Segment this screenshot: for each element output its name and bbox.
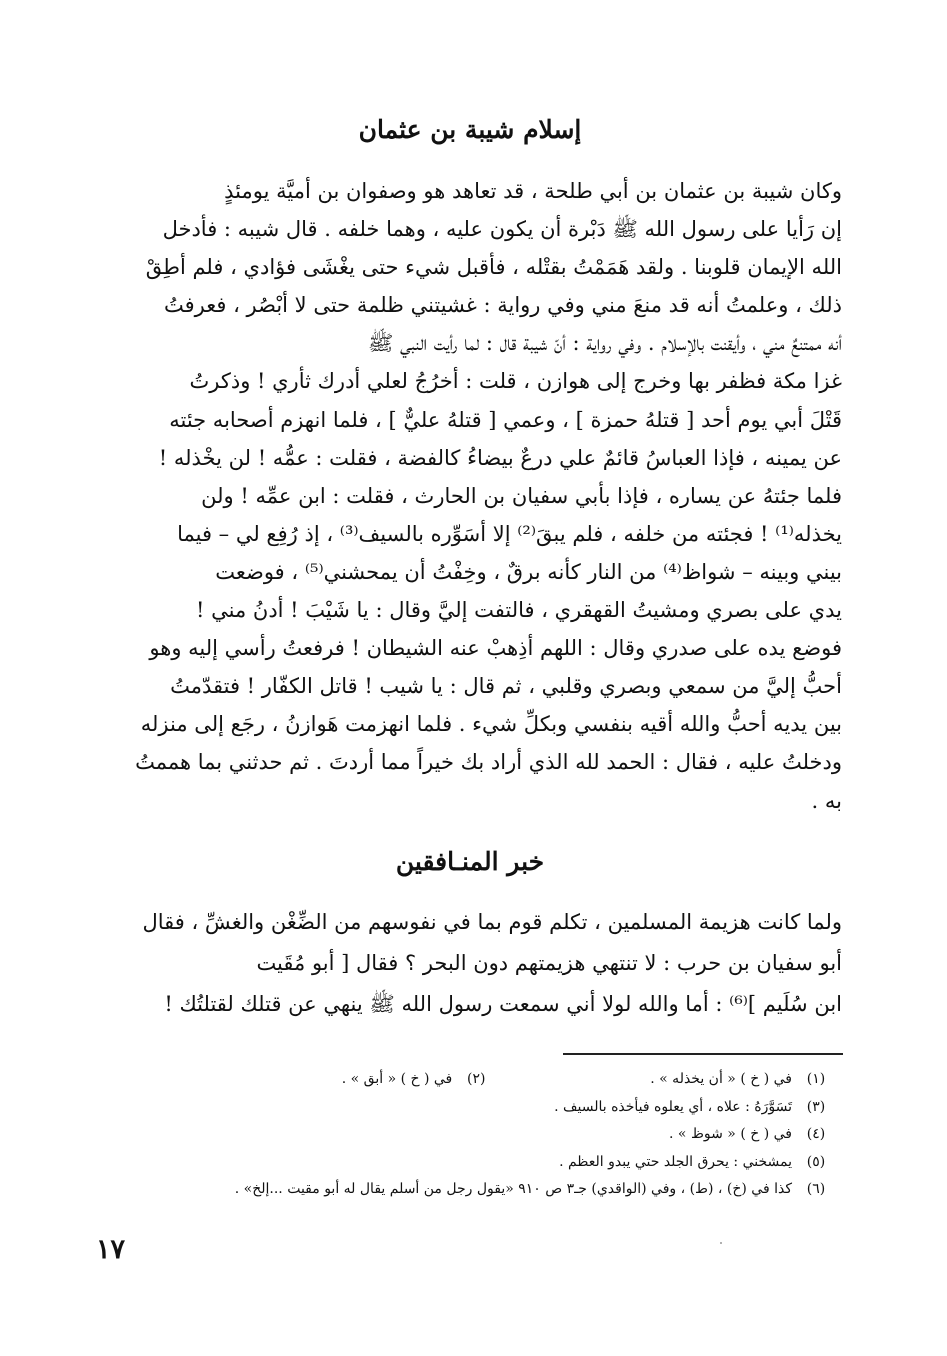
- text-line: ودخلتُ عليه ، فقال : الحمد لله الذي أراد بك خيراً مما أردتَ . ثم حدثني بما هممتُ: [135, 750, 842, 775]
- footnote-inline-second: [342, 1066, 501, 1094]
- text-line: إن رَأيا على رسول الله ﷺ دَبْرة أن يكون عليه ، وهما خلفه . قال شيبه : فأدخل: [162, 217, 842, 242]
- text-line: بين يديه أحبُّ والله أقيه بنفسي وبكلِّ شيء . فلما انهزمت هَوازنُ ، رجَع إلى منزله: [140, 712, 842, 737]
- text-line: يدي على بصري ومشيتُ القهقري ، فالتفت إليَّ وقال : يا شَيْبَ ! أدنُ مني !: [196, 598, 842, 623]
- text-line: عن يمينه ، فإذا العباسُ قائمٌ علي درعٌ بيضاءُ كالفضة ، فقلت : عمُّه ! لن يخْذله !: [158, 445, 842, 470]
- footnote-text: في ( خ ) « أن يخذله » .: [650, 1071, 792, 1087]
- footnote-number: (٥): [806, 1153, 826, 1170]
- footnote-number: (١): [806, 1071, 826, 1087]
- text-line: ابن سُلَيم ]⁽⁶⁾ : أما والله لولا أني سمعت رسول الله ﷺ ينهي عن قتلك لقتلتُك !: [164, 992, 842, 1016]
- text-line: وكان شيبة بن عثمان بن أبي طلحة ، قد تعاهد هو وصفوان بن أميَّة يومئذٍ: [224, 179, 842, 203]
- footnotes: [100, 1066, 840, 1204]
- section-title-hypocrites: خبر المنـافقين: [395, 847, 545, 876]
- footnote-number: (٤): [806, 1126, 826, 1142]
- footnote-number: (٦): [806, 1181, 826, 1197]
- footnote-row: [100, 1066, 840, 1094]
- text-line: ولما كانت هزيمة المسلمين ، تكلم قوم بما في نفوسهم من الضِّغْن والغشِّ ، فقال: [142, 910, 842, 934]
- text-line: الله الإيمان قلوبنا . ولقد هَمَمْتُ بقتْله ، فأقبل شيء حتى يغْشَى فؤادي ، فلم أطِقْ: [145, 255, 842, 280]
- page-number: ١٧: [96, 1234, 126, 1265]
- footnote-number: (٢): [467, 1071, 486, 1087]
- text-line: ذلك ، وعلمتُ أنه قد منعَ مني وفي رواية : غشيتني ظلمة حتى لا أبْصُر ، فعرفتُ: [163, 293, 842, 318]
- text-line: فوضع يده على صدري وقال : اللهم أذِهبْ عنه الشيطان ! فرفعتُ رأسي إليه وهو: [149, 636, 842, 661]
- text-line: قَتْلَ أبي يوم أحد [ قتلهُ حمزة ] ، وعمي [ قتلهُ عليٌّ ] ، فلما انهزم أصحابه جئته: [169, 407, 842, 432]
- scan-speck: [720, 1242, 722, 1244]
- paragraph-hypocrites: [118, 902, 842, 1025]
- text-line: به .: [811, 788, 842, 813]
- footnote-row: [100, 1094, 840, 1122]
- footnote-text: يمشخني : يحرق الجلد حتي يبدو العظم .: [559, 1153, 792, 1170]
- text-line: أحبُّ إليَّ من سمعي وبصري وقلبي ، ثم قال : يا شيب ! قاتل الكفّار ! فتقدّمتُ: [170, 674, 842, 699]
- text-line: أبو سفيان بن حرب : لا تنتهي هزيمتهم دون البحر ؟ فقال [ أبو مُقَيت: [256, 951, 842, 975]
- paragraph-shaiba: [118, 172, 842, 820]
- text-line: أنه ممتنعٌ مني ، وأيقنت بالإسلام . وفي رواية : أنّ شيبة قال : لما رأيت النبي ﷺ: [367, 331, 842, 356]
- text-line: غزا مكة فظفر بها وخرج إلى هوازن ، قلت : أخرُجُ لعلي أدرك ثأري ! وذكرتُ: [189, 369, 842, 394]
- footnote-row: [100, 1149, 840, 1177]
- footnote-divider: [563, 1053, 843, 1055]
- footnote-row: [100, 1176, 840, 1204]
- footnote-row: [100, 1121, 840, 1149]
- text-line: بيني وبينه – شواظ⁽⁴⁾ من النار كأنه برقٌ ، وخِفْتُ أن يمحشني⁽⁵⁾ ، فوضعت: [215, 559, 842, 584]
- text-line: فلما جئتهُ عن يساره ، فإذا بأبي سفيان بن الحارث ، فقلت : ابن عمِّه ! ولن: [201, 483, 842, 508]
- footnote-number: (٣): [806, 1098, 826, 1115]
- footnote-text: كذا في (خ) ، (ط) ، وفي (الواقدي) جـ٣ ص ٩١٠ «يقول رجل من أسلم يقال له أبو مقيت ...إلخ» .: [234, 1181, 792, 1197]
- section-title-shaiba: إسلام شيبة بن عثمان: [358, 115, 582, 144]
- footnote-text: في ( خ ) « شوظ » .: [669, 1126, 792, 1142]
- footnote-text: تَسَوَّرَهُ : علاه ، أي يعلوه فيأخذه بالسيف .: [554, 1098, 792, 1115]
- text-line: يخذله⁽¹⁾ ! فجئته من خلفه ، فلم يبقَ⁽²⁾ إلا أسَوِّره بالسيف⁽³⁾ ، إذ رُفِع لي – فيما: [177, 521, 842, 546]
- footnote-text: في ( خ ) « أبق » .: [341, 1071, 453, 1087]
